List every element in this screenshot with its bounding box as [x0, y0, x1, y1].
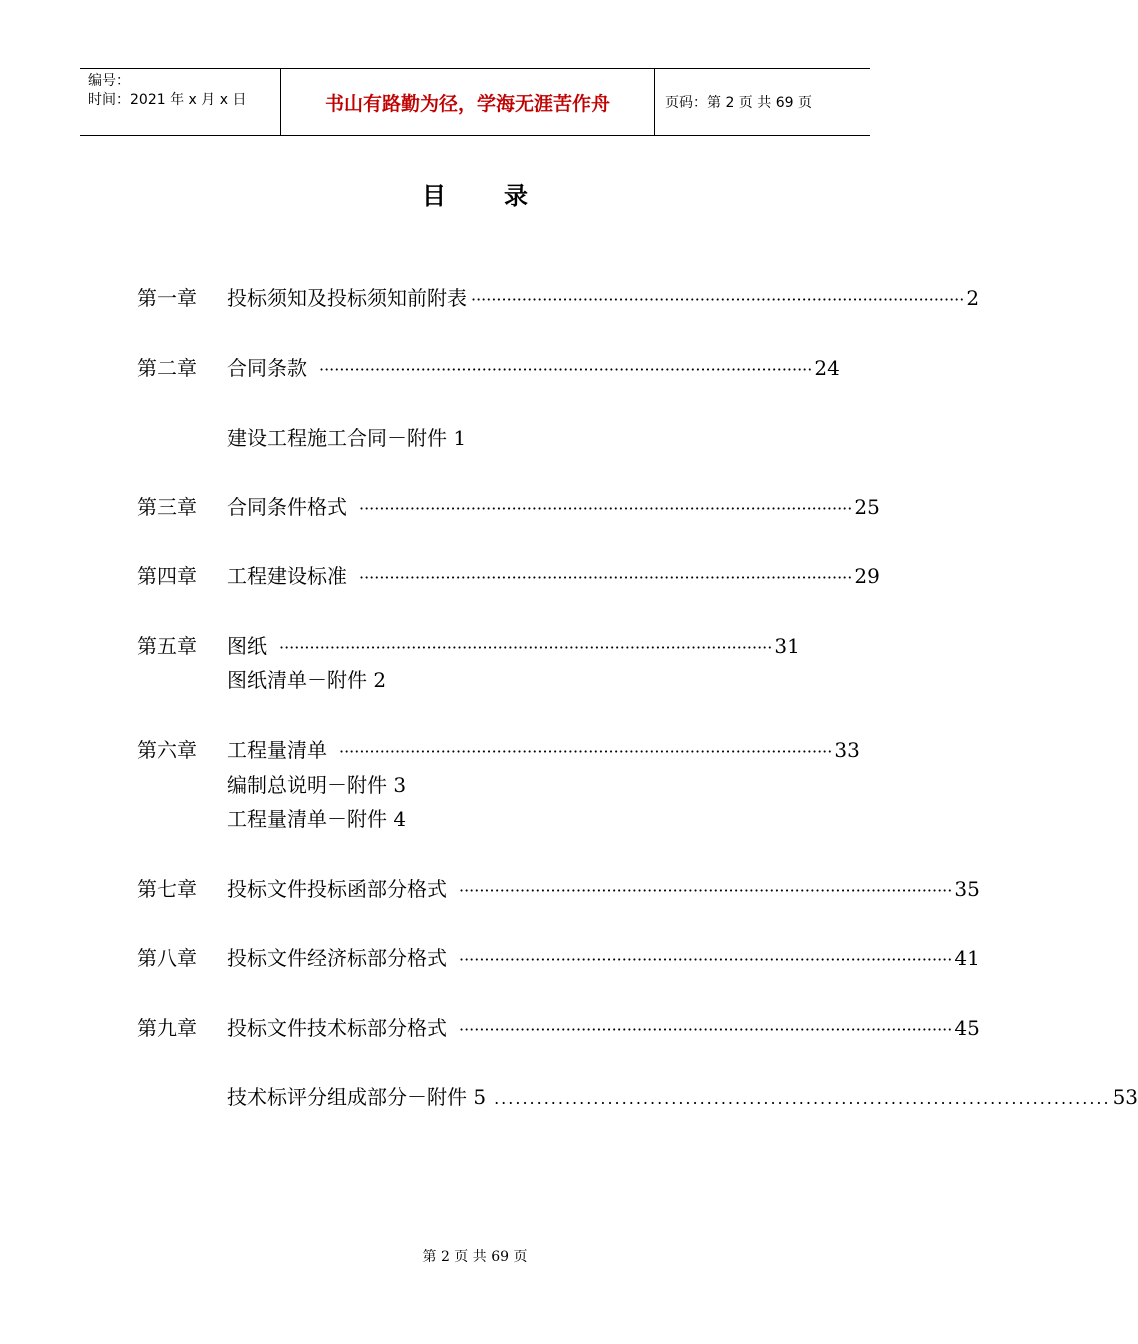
toc-row-ch5[interactable]: [137, 630, 800, 658]
header-motto: 书山有路勤为径，学海无涯苦作舟: [281, 69, 655, 135]
toc-chapter: 第五章: [137, 634, 197, 658]
toc-chapter: 第二章: [137, 356, 197, 380]
toc-entry: 技术标评分组成部分－附件 5: [227, 1085, 487, 1109]
toc-chapter: 第九章: [137, 1016, 197, 1040]
toc-row-ch3[interactable]: [137, 491, 880, 519]
toc-leader: ·································································································: [339, 742, 833, 761]
toc-chapter: 第七章: [137, 877, 197, 901]
toc-row-ch1[interactable]: [137, 282, 980, 310]
toc-entry: 工程建设标准: [227, 564, 347, 588]
toc-page: 31: [774, 634, 800, 658]
toc-entry: 投标须知及投标须知前附表: [227, 286, 467, 310]
toc-row-ch4[interactable]: [137, 560, 880, 588]
toc-leader: ·································································································: [459, 1020, 953, 1039]
toc-page: 2: [966, 286, 980, 310]
page-title: [0, 176, 950, 211]
toc-chapter: 第六章: [137, 738, 197, 762]
toc-chapter: 第八章: [137, 946, 197, 970]
toc-page: 29: [854, 564, 880, 588]
toc-leader: ·································································································: [319, 360, 813, 379]
toc-row-ch6[interactable]: [137, 734, 860, 762]
toc-entry: 合同条件格式: [227, 495, 347, 519]
toc-page: 25: [854, 495, 880, 519]
toc-page: 53: [1112, 1085, 1138, 1109]
toc-leader: ·································································································: [359, 568, 853, 587]
toc-entry: 图纸: [227, 634, 267, 658]
toc-row-ch8[interactable]: [137, 942, 980, 970]
toc-row-ch9[interactable]: [137, 1012, 980, 1040]
toc-row-attachment-5[interactable]: [227, 1081, 1138, 1109]
toc-entry: 投标文件经济标部分格式: [227, 946, 447, 970]
toc-page: 35: [954, 877, 980, 901]
toc-row-ch7[interactable]: [137, 873, 980, 901]
toc-entry: 投标文件投标函部分格式: [227, 877, 447, 901]
toc-sub-attachment-1[interactable]: 建设工程施工合同－附件 1: [227, 426, 467, 450]
title-char-2: 录: [504, 182, 528, 210]
toc-entry: 投标文件技术标部分格式: [227, 1016, 447, 1040]
toc-leader: ·································································································: [459, 950, 953, 969]
toc-page: 45: [954, 1016, 980, 1040]
toc-leader: ·································································································: [459, 881, 953, 900]
toc-entry: 合同条款: [227, 356, 307, 380]
toc-page: 33: [834, 738, 860, 762]
toc-chapter: 第三章: [137, 495, 197, 519]
header-table: [80, 68, 870, 136]
toc-chapter: 第一章: [137, 286, 197, 310]
toc-leader: ·································································································: [279, 638, 773, 657]
toc-leader: .......................................................................................: [494, 1089, 1111, 1108]
toc-sub-attachment-2[interactable]: 图纸清单－附件 2: [227, 668, 387, 692]
title-char-1: 目: [422, 182, 446, 210]
toc-entry: 工程量清单: [227, 738, 327, 762]
header-page-info: 页码：第 2 页 共 69 页: [665, 95, 812, 111]
header-meta: [80, 69, 281, 135]
page-footer: 第 2 页 共 69 页: [422, 1249, 528, 1265]
toc-leader: ·································································································: [471, 290, 965, 309]
document-number-label: 编号：: [88, 73, 130, 89]
toc-sub-attachment-3[interactable]: 编制总说明－附件 3: [227, 773, 407, 797]
toc-sub-attachment-4[interactable]: 工程量清单－附件 4: [227, 807, 407, 831]
toc-row-ch2[interactable]: [137, 352, 840, 380]
toc-page: 41: [954, 946, 980, 970]
document-time-label: 时间：2021 年 x 月 x 日: [88, 92, 247, 108]
toc-leader: ·································································································: [359, 499, 853, 518]
toc-page: 24: [814, 356, 840, 380]
toc-chapter: 第四章: [137, 564, 197, 588]
